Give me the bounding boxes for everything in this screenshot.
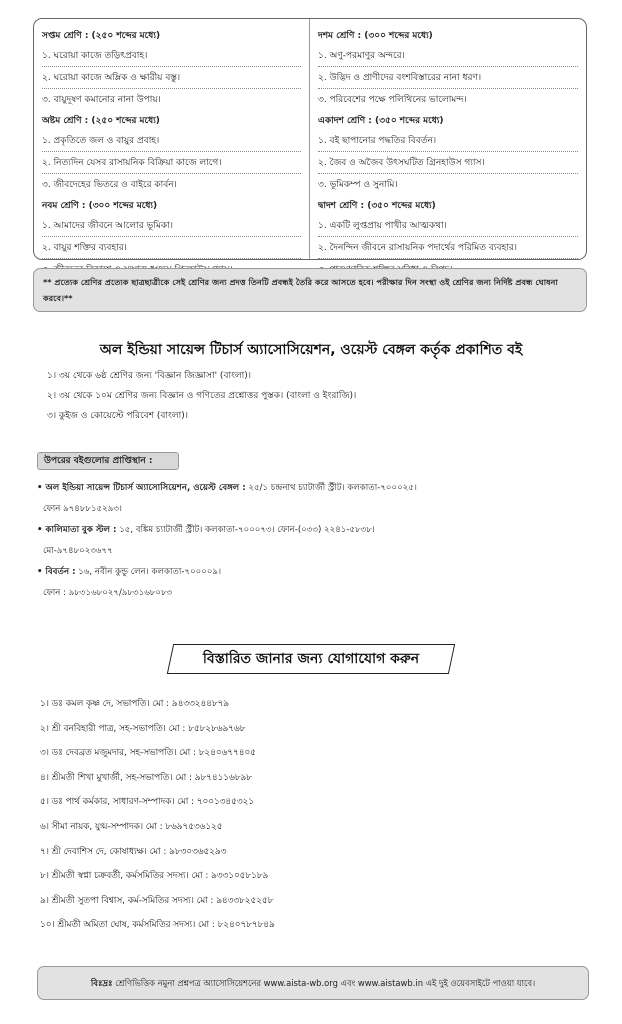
topic-item: ২. ঘরোয়া কাজে অম্লিক ও ক্ষারীয় বস্তু। xyxy=(42,67,301,89)
contact-item: ৫। ডঃ পার্থ কর্মকার, সাধারণ-সম্পাদক। মো : ৭০০১৩৪৫৩২১ xyxy=(40,797,254,808)
topic-item: ১. অণু-পরমাণুর অন্দরে। xyxy=(318,45,578,67)
topic-item: ২. দৈনন্দিন জীবনে রাসায়নিক পদার্থের পরিমিত ব্যবহার। xyxy=(318,237,578,259)
source-line xyxy=(37,478,589,499)
topic-item: ১. বই ছাপানোর পদ্ধতির বিবর্তন। xyxy=(318,130,578,152)
book-list xyxy=(47,366,587,426)
source-address: ১৬, নবীন কুন্ডু লেন। কলকাতা-৭০০০০৯। xyxy=(75,567,222,577)
class-block xyxy=(42,113,301,195)
contact-list xyxy=(40,692,590,938)
source-phone: ফোন ৯৭৪৮৮১৫২৯৩। xyxy=(43,504,122,514)
source-address: ১৫, বঙ্কিম চ্যাটার্জী স্ট্রীট। কলকাতা-৭০০০৭৩। ফোন-(০৩৩) ২২৪১-৫৮৩৮। xyxy=(116,525,375,535)
class-block xyxy=(318,113,578,195)
book-item: ৩। কুইজ ও কোয়েস্টে পরিবেশ (বাংলা)। xyxy=(47,411,188,421)
contact-item: ৯। শ্রীমতী সুতপা বিশ্বাস, কর্ম-সমিতির সদস্য। মো : ৯৪৩৩৮২৫২৫৮ xyxy=(40,895,274,906)
class-title: অষ্টম শ্রেণি : (২৫০ শব্দের মধ্যে) xyxy=(42,116,160,126)
topic-item: ১. ঘরোয়া কাজে তড়িৎপ্রবাহ। xyxy=(42,45,301,67)
topics-right-column xyxy=(309,19,586,259)
source-name: • অল ইন্ডিয়া সায়েন্স টিচার্স অ্যাসোসিয়েশন, ওয়েস্ট বেঙ্গল : xyxy=(37,483,246,493)
topic-item: ৩. পরিবেশের পক্ষে পলিথিনের ভালোমন্দ। xyxy=(318,95,467,105)
essay-topics-box xyxy=(33,18,587,260)
publications-title: অল ইন্ডিয়া সায়েন্স টিচার্স অ্যাসোসিয়েশন, ওয়েস্ট বেঙ্গল কর্তৃক প্রকাশিত বই xyxy=(99,342,523,358)
availability-list xyxy=(37,478,589,604)
class-block xyxy=(318,28,578,110)
contact-title: বিস্তারিত জানার জন্য যোগাযোগ করুন xyxy=(202,651,420,667)
topic-item: ৩. বায়ুদূষণ কমানোর নানা উপায়। xyxy=(42,95,161,105)
class-title: দশম শ্রেণি : (৩০০ শব্দের মধ্যে) xyxy=(318,31,433,41)
topic-item: ১. প্রকৃতিতে জল ও বায়ুর প্রবাহ। xyxy=(42,130,301,152)
footer-label: বিঃদ্রঃ xyxy=(90,978,113,988)
footer-text: শ্রেণিভিত্তিক নমুনা প্রশ্নপত্র অ্যাসোসিয়েশনের www.aista-wb.org এবং www.aistawb.in এই দুই ওয়েবসাইটে পাওয়া যাবে। xyxy=(112,978,536,988)
source-line xyxy=(37,562,589,583)
topic-item: ২. জৈব ও অজৈব উৎসঘটিত গ্রিনহাউস গ্যাস। xyxy=(318,152,578,174)
source-line xyxy=(37,520,589,541)
source-phone: মো-৯৭৪৮০২৩৬৭৭ xyxy=(43,546,113,556)
class-title: একাদশ শ্রেণি : (৩৫০ শব্দের মধ্যে) xyxy=(318,116,444,126)
class-title: দ্বাদশ শ্রেণি : (৩৫০ শব্দের মধ্যে) xyxy=(318,201,436,211)
book-item: ১। ৩য় থেকে ৬ষ্ঠ শ্রেণির জন্য 'বিজ্ঞান জিজ্ঞাসা' (বাংলা)। xyxy=(47,371,251,381)
source-phone: ফোন : ৯৮৩১৬৮০২৭/৯৮৩১৬৮০৮৩ xyxy=(43,588,173,598)
availability-header: উপরের বইগুলোর প্রাপ্তিস্থান : xyxy=(37,452,179,470)
instruction-note: ** প্রত্যেক শ্রেণির প্রত্যেক ছাত্রছাত্রীকে সেই শ্রেণির জন্য প্রদত্ত তিনটি প্রবন্ধই তৈরি করে আসতে হবে। পরীক্ষার দিন সংস্থা ওই শ্রেণির জন্য নির্দিষ্ট প্রবন্ধ ঘোষনা করবে।** xyxy=(33,268,587,312)
topic-item: ৩. জীবদেহের ভিতরে ও বাইরে কার্বন। xyxy=(42,180,177,190)
contact-item: ১০। শ্রীমতী অমিতা ঘোষ, কর্মসমিতির সদস্য। মো : ৮২৪০৭৮৭৮৪৯ xyxy=(40,920,275,931)
contact-item: ৪। শ্রীমতী শিখা মুখার্জী, সহ-সভাপতি। মো : ৯৮৭৪১১৬৮৯৮ xyxy=(40,772,252,783)
contact-item: ১। ডঃ কমল কৃষ্ণ দে, সভাপতি। মো : ৯৪৩৩২৪৪৮৭৯ xyxy=(40,699,230,709)
contact-item: ২। শ্রী বনবিহারী পাত্র, সহ-সভাপতি। মো : ৮৫৮২৮৬৯৭৬৮ xyxy=(40,723,246,734)
footer-note xyxy=(37,966,589,1000)
topic-item: ১. একটি লুপ্তপ্রায় পাখীর আত্মকথা। xyxy=(318,215,578,237)
contact-item: ৩। ডঃ দেবব্রত মজুমদার, সহ-সভাপতি। মো : ৮২৪০৬৭৭৪০৫ xyxy=(40,748,256,759)
class-title: নবম শ্রেণি : (৩০০ শব্দের মধ্যে) xyxy=(42,201,158,211)
topic-item: ৩. ভূমিকম্প ও সুনামি। xyxy=(318,180,398,190)
topic-item: ২. উদ্ভিদ ও প্রাণীদের বংশবিস্তারের নানা ধরণ। xyxy=(318,67,578,89)
class-title: সপ্তম শ্রেণি : (২৫০ শব্দের মধ্যে) xyxy=(42,31,161,41)
contact-item: ৬। সীমা নায়ক, যুগ্ম-সম্পাদক। মো : ৮৬৯৭৫৩৬১২৫ xyxy=(40,821,223,832)
class-block xyxy=(42,28,301,110)
book-item: ২। ৩য় থেকে ১০ম শ্রেণির জন্য বিজ্ঞান ও গণিতের প্রশ্নোত্তর পুস্তক। (বাংলা ও ইংরাজি)। xyxy=(47,391,357,401)
source-address: ২৫/১ চন্দ্রনাথ চ্যাটার্জী স্ট্রীট। কলকাতা-৭০০০২৫। xyxy=(245,483,417,493)
source-name: • কালিমাতা বুক স্টল : xyxy=(37,525,117,535)
topic-item: ১. আমাদের জীবনে আলোর ভূমিকা। xyxy=(42,215,301,237)
contact-item: ৭। শ্রী দেবাশিস দে, কোষাধ্যক্ষ। মো : ৯৮৩০৩৬৫২৯৩ xyxy=(40,846,227,857)
topics-left-column xyxy=(34,19,309,259)
contact-item: ৮। শ্রীমতী স্বপ্না চক্রবর্তী, কর্মসমিতির সদস্য। মো : ৯৩৩১০৫৮১৮৯ xyxy=(40,871,269,882)
topic-item: ২. বায়ুর শক্তির ব্যবহার। xyxy=(42,237,301,259)
topic-item: ২. নিত্যদিন যেসব রাসায়নিক বিক্রিয়া কাজে লাগে। xyxy=(42,152,301,174)
source-name: • বিবর্তন : xyxy=(37,567,76,577)
